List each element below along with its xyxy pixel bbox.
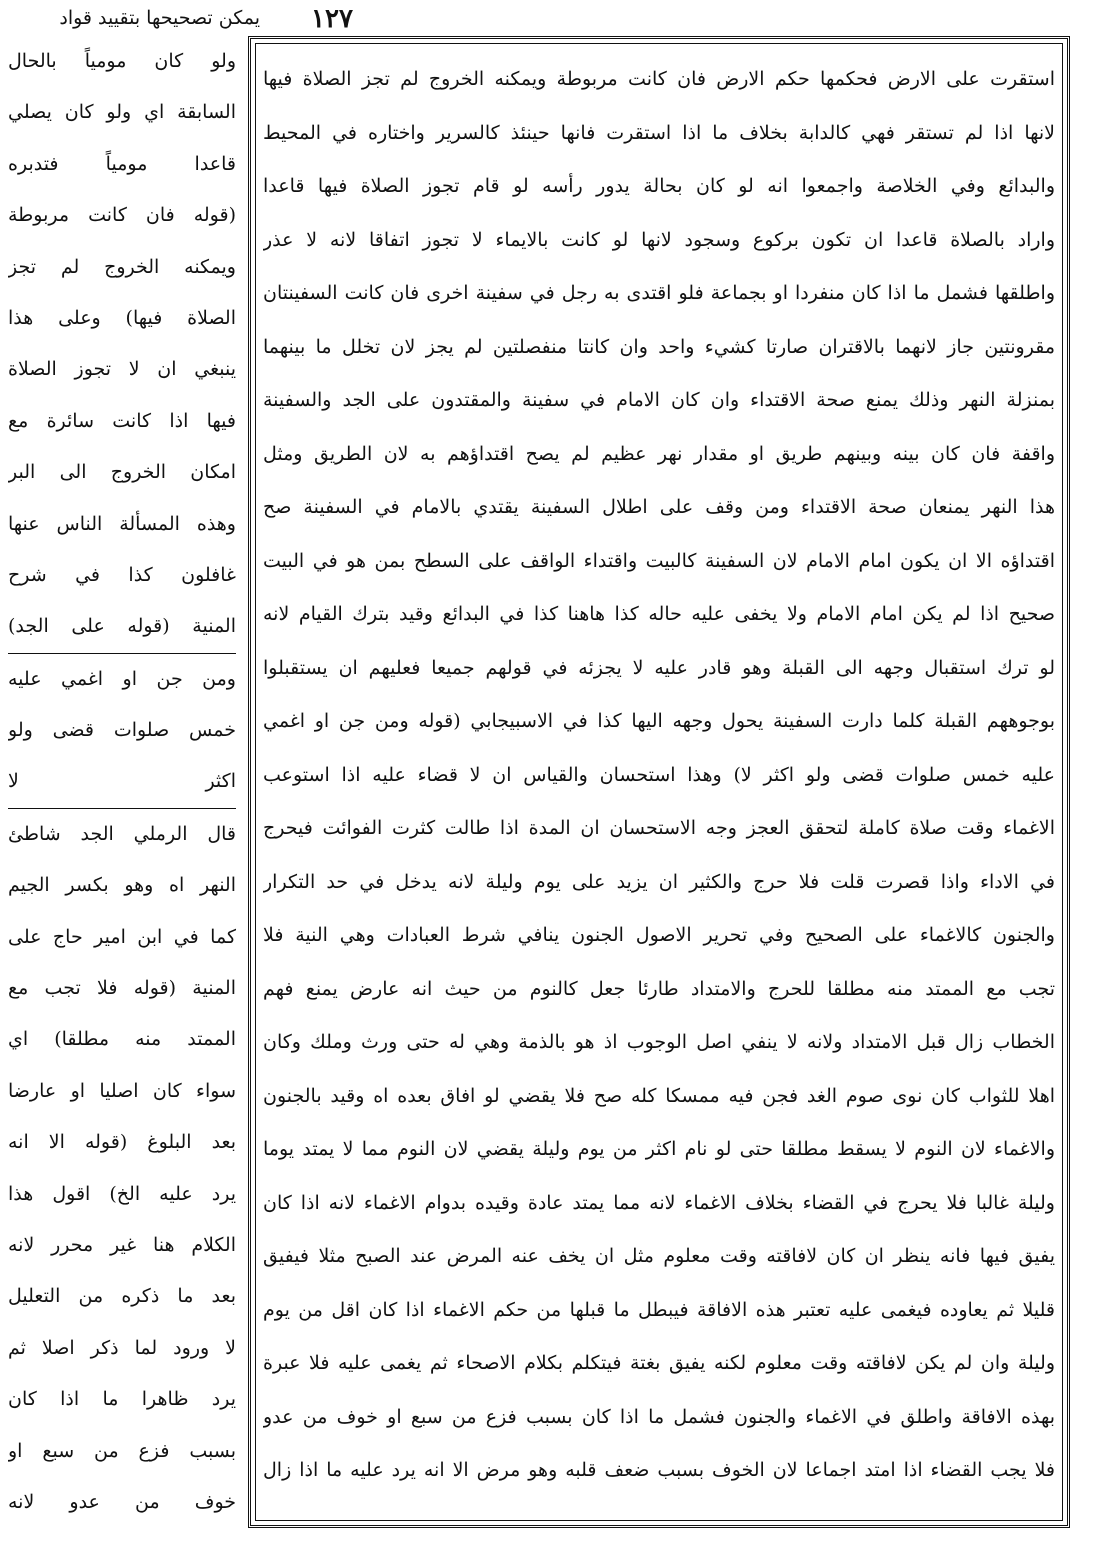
margin-line: كما في ابن امير حاج على xyxy=(8,925,236,948)
commentary-block xyxy=(263,53,1055,1511)
page-number: ١٢٧ xyxy=(311,4,353,34)
commentary-line: اهلا للثواب كان نوى صوم الغد فجن فيه ممسكا كله صح فلا يقضي لو افاق بعده اه وقيد بالجنون xyxy=(263,1084,1055,1107)
commentary-line: مقرونتين جاز لانهما بالاقتران صارتا كشيء واحد وان كانتا منفصلتين لم يجز لان تخلل ما بينهما xyxy=(263,335,1055,358)
margin-line: الممتد منه مطلقا) اي xyxy=(8,1028,236,1051)
commentary-line: واقفة فان كان بينه وبينهم طريق او مقدار نهر عظيم لم يصح اقتداؤهم به لان الطريق ومثل xyxy=(263,442,1055,465)
margin-line: بعد ما ذكره من التعليل xyxy=(8,1285,236,1308)
margin-line: ومن جن او اغمي عليه xyxy=(8,667,236,690)
margin-line: يرد عليه الخ) اقول هذا xyxy=(8,1182,236,1205)
margin-line: لا ورود لما ذكر اصلا ثم xyxy=(8,1336,236,1359)
margin-line: فيها اذا كانت سائرة مع xyxy=(8,409,236,432)
margin-line: المنية (قوله فلا تجب مع xyxy=(8,977,236,1000)
commentary-line: والبدائع وفي الخلاصة واجمعوا انه لو كان بحالة يدور رأسه لو قام تجوز الصلاة فيها قاعدا xyxy=(263,175,1055,197)
margin-line: اكثر لا xyxy=(8,756,236,808)
margin-line: ويمكنه الخروج لم تجز xyxy=(8,255,236,278)
margin-line: بسبب فزع من سبع او xyxy=(8,1439,236,1462)
margin-line: غافلون كذا في شرح xyxy=(8,563,236,586)
commentary-line: لانها اذا لم تستقر فهي كالدابة بخلاف ما اذا استقرت فانها حينئذ كالسرير واختاره في المحيط xyxy=(263,121,1055,144)
margin-line: (قوله فان كانت مربوطة xyxy=(8,204,236,227)
margin-line: النهر اه وهو بكسر الجيم xyxy=(8,874,236,897)
commentary-line: وليلة غالبا فلا يحرج في القضاء بخلاف الاغماء لانه مما يمتد عادة وقيده بدوام الاغماء لانه اذا كان xyxy=(263,1191,1055,1214)
margin-line: وهذه المسألة الناس عنها xyxy=(8,512,236,535)
commentary-line: فلا يجب القضاء اذا امتد اجماعا لان الخوف بسبب ضعف قلبه وهو مرض الا انه يرد عليه ما اذا زال xyxy=(263,1459,1055,1481)
margin-line: خوف من عدو لانه xyxy=(8,1490,236,1513)
margin-line: قال الرملي الجد شاطئ xyxy=(8,822,236,845)
commentary-line: بوجوههم القبلة كلما دارت السفينة يحول وجهه اليها كذا في الاسبيجابي (قوله ومن جن او اغمي xyxy=(263,710,1055,732)
margin-line: الكلام هنا غير محرر لانه xyxy=(8,1233,236,1256)
margin-line: المنية (قوله على الجد) xyxy=(8,601,236,653)
margin-line: سواء كان اصليا او عارضا xyxy=(8,1079,236,1102)
commentary-line: واراد بالصلاة قاعدا ان تكون بركوع وسجود لانها لو كانت بالايماء لا تجوز اتفاقا لانه لا عذر xyxy=(263,228,1055,251)
commentary-line: وليلة وان لم يكن لافاقته وقت معلوم لكنه يفيق بغتة فيتكلم بكلام الاصحاء ثم يغمى عليه فلا عبرة xyxy=(263,1352,1055,1374)
commentary-line: تجب مع الممتد منه مطلقا للحرج والامتداد طارئا جعل كالنوم من حيث انه عارض يمنع فهم xyxy=(263,977,1055,1000)
commentary-line: والجنون كالاغماء على الصحيح وفي تحرير الاصول الجنون ينافي شرط العبادات وهي النية فلا xyxy=(263,924,1055,946)
margin-notes-column xyxy=(8,36,236,1526)
commentary-line: هذا النهر يمنعان صحة الاقتداء ومن وقف على اطلال السفينة يقتدي بالامام في السفينة صح xyxy=(263,496,1055,518)
margin-line: ينبغي ان لا تجوز الصلاة xyxy=(8,358,236,381)
commentary-frame xyxy=(248,36,1070,1528)
margin-line: امكان الخروج الى البر xyxy=(8,461,236,484)
commentary-line: في الاداء واذا قصرت قلت فلا حرج والكثير ان يزيد على يوم وليلة لانه يدخل في حد التكرار xyxy=(263,870,1055,893)
commentary-line: يفيق فيها فانه ينظر ان كان لافاقته وقت معلوم مثل ان يخف عنه المرض عند الصبح مثلا فيفيق xyxy=(263,1245,1055,1267)
margin-top-line: يمكن تصحيحها بتقييد قواد xyxy=(59,7,260,29)
commentary-line: قليلا ثم يعاوده فيغمى عليه تعتبر هذه الافاقة فيبطل ما قبلها من حكم الاغماء اذا كان اقل من يوم xyxy=(263,1298,1055,1321)
commentary-line: اقتداؤه الا ان يكون امام الامام لان السفينة كالبيت واقتداء الواقف على السطح بمن هو في البيت xyxy=(263,549,1055,572)
margin-line: يرد ظاهرا ما اذا كان xyxy=(8,1388,236,1411)
margin-line: خمس صلوات قضى ولو xyxy=(8,719,236,742)
commentary-line: استقرت على الارض فحكمها حكم الارض فان كانت مربوطة ويمكنه الخروج لم تجز الصلاة فيها xyxy=(263,68,1055,90)
margin-line: ولو كان مومياً بالحال xyxy=(8,50,236,72)
commentary-line: صحيح اذا لم يكن امام الامام ولا يخفى عليه حاله كذا هاهنا كذا في البدائع وقيد بترك القيام لانه xyxy=(263,603,1055,625)
margin-line: الصلاة فيها) وعلى هذا xyxy=(8,306,236,329)
margin-line: قاعدا مومياً فتدبره xyxy=(8,152,236,175)
commentary-line: والاغماء لان النوم لا يسقط مطلقا حتى لو نام اكثر من يوم وليلة يقضي لان النوم مما لا يمتد يوما xyxy=(263,1138,1055,1160)
commentary-line: لو ترك استقبال وجهه الى القبلة وهو قادر عليه لا يجزئه في قولهم جميعا فعليهم ان يستقبلوا xyxy=(263,656,1055,679)
commentary-line: واطلقها فشمل ما اذا كان منفردا او بجماعة فلو اقتدى به رجل في سفينة اخرى فان كانت السفينتان xyxy=(263,282,1055,304)
margin-line: بعد البلوغ (قوله الا انه xyxy=(8,1131,236,1154)
commentary-line: عليه خمس صلوات قضى ولو اكثر لا) وهذا استحسان والقياس ان لا قضاء عليه اذا استوعب xyxy=(263,763,1055,786)
commentary-line: بهذه الافاقة واطلق في الاغماء والجنون فشمل ما اذا كان بسبب فزع من سبع او خوف من عدو xyxy=(263,1405,1055,1428)
commentary-line: الخطاب زال قبل الامتداد ولانه لا ينفي اصل الوجوب اذ هو بالذمة وهي له حتى ورث وملك وكان xyxy=(263,1031,1055,1053)
commentary-line: بمنزلة النهر وذلك يمنع صحة الاقتداء وان كان الامام في سفينة والمقتدون على الجد والسفينة xyxy=(263,389,1055,411)
header-right-line xyxy=(425,4,1064,32)
commentary-line: الاغماء وقت صلاة كاملة لتحقق العجز وجه الاستحسان ان المدة اذا طالت كثرت الفوائت فيحرج xyxy=(263,817,1055,839)
margin-line: السابقة اي ولو كان يصلي xyxy=(8,101,236,124)
